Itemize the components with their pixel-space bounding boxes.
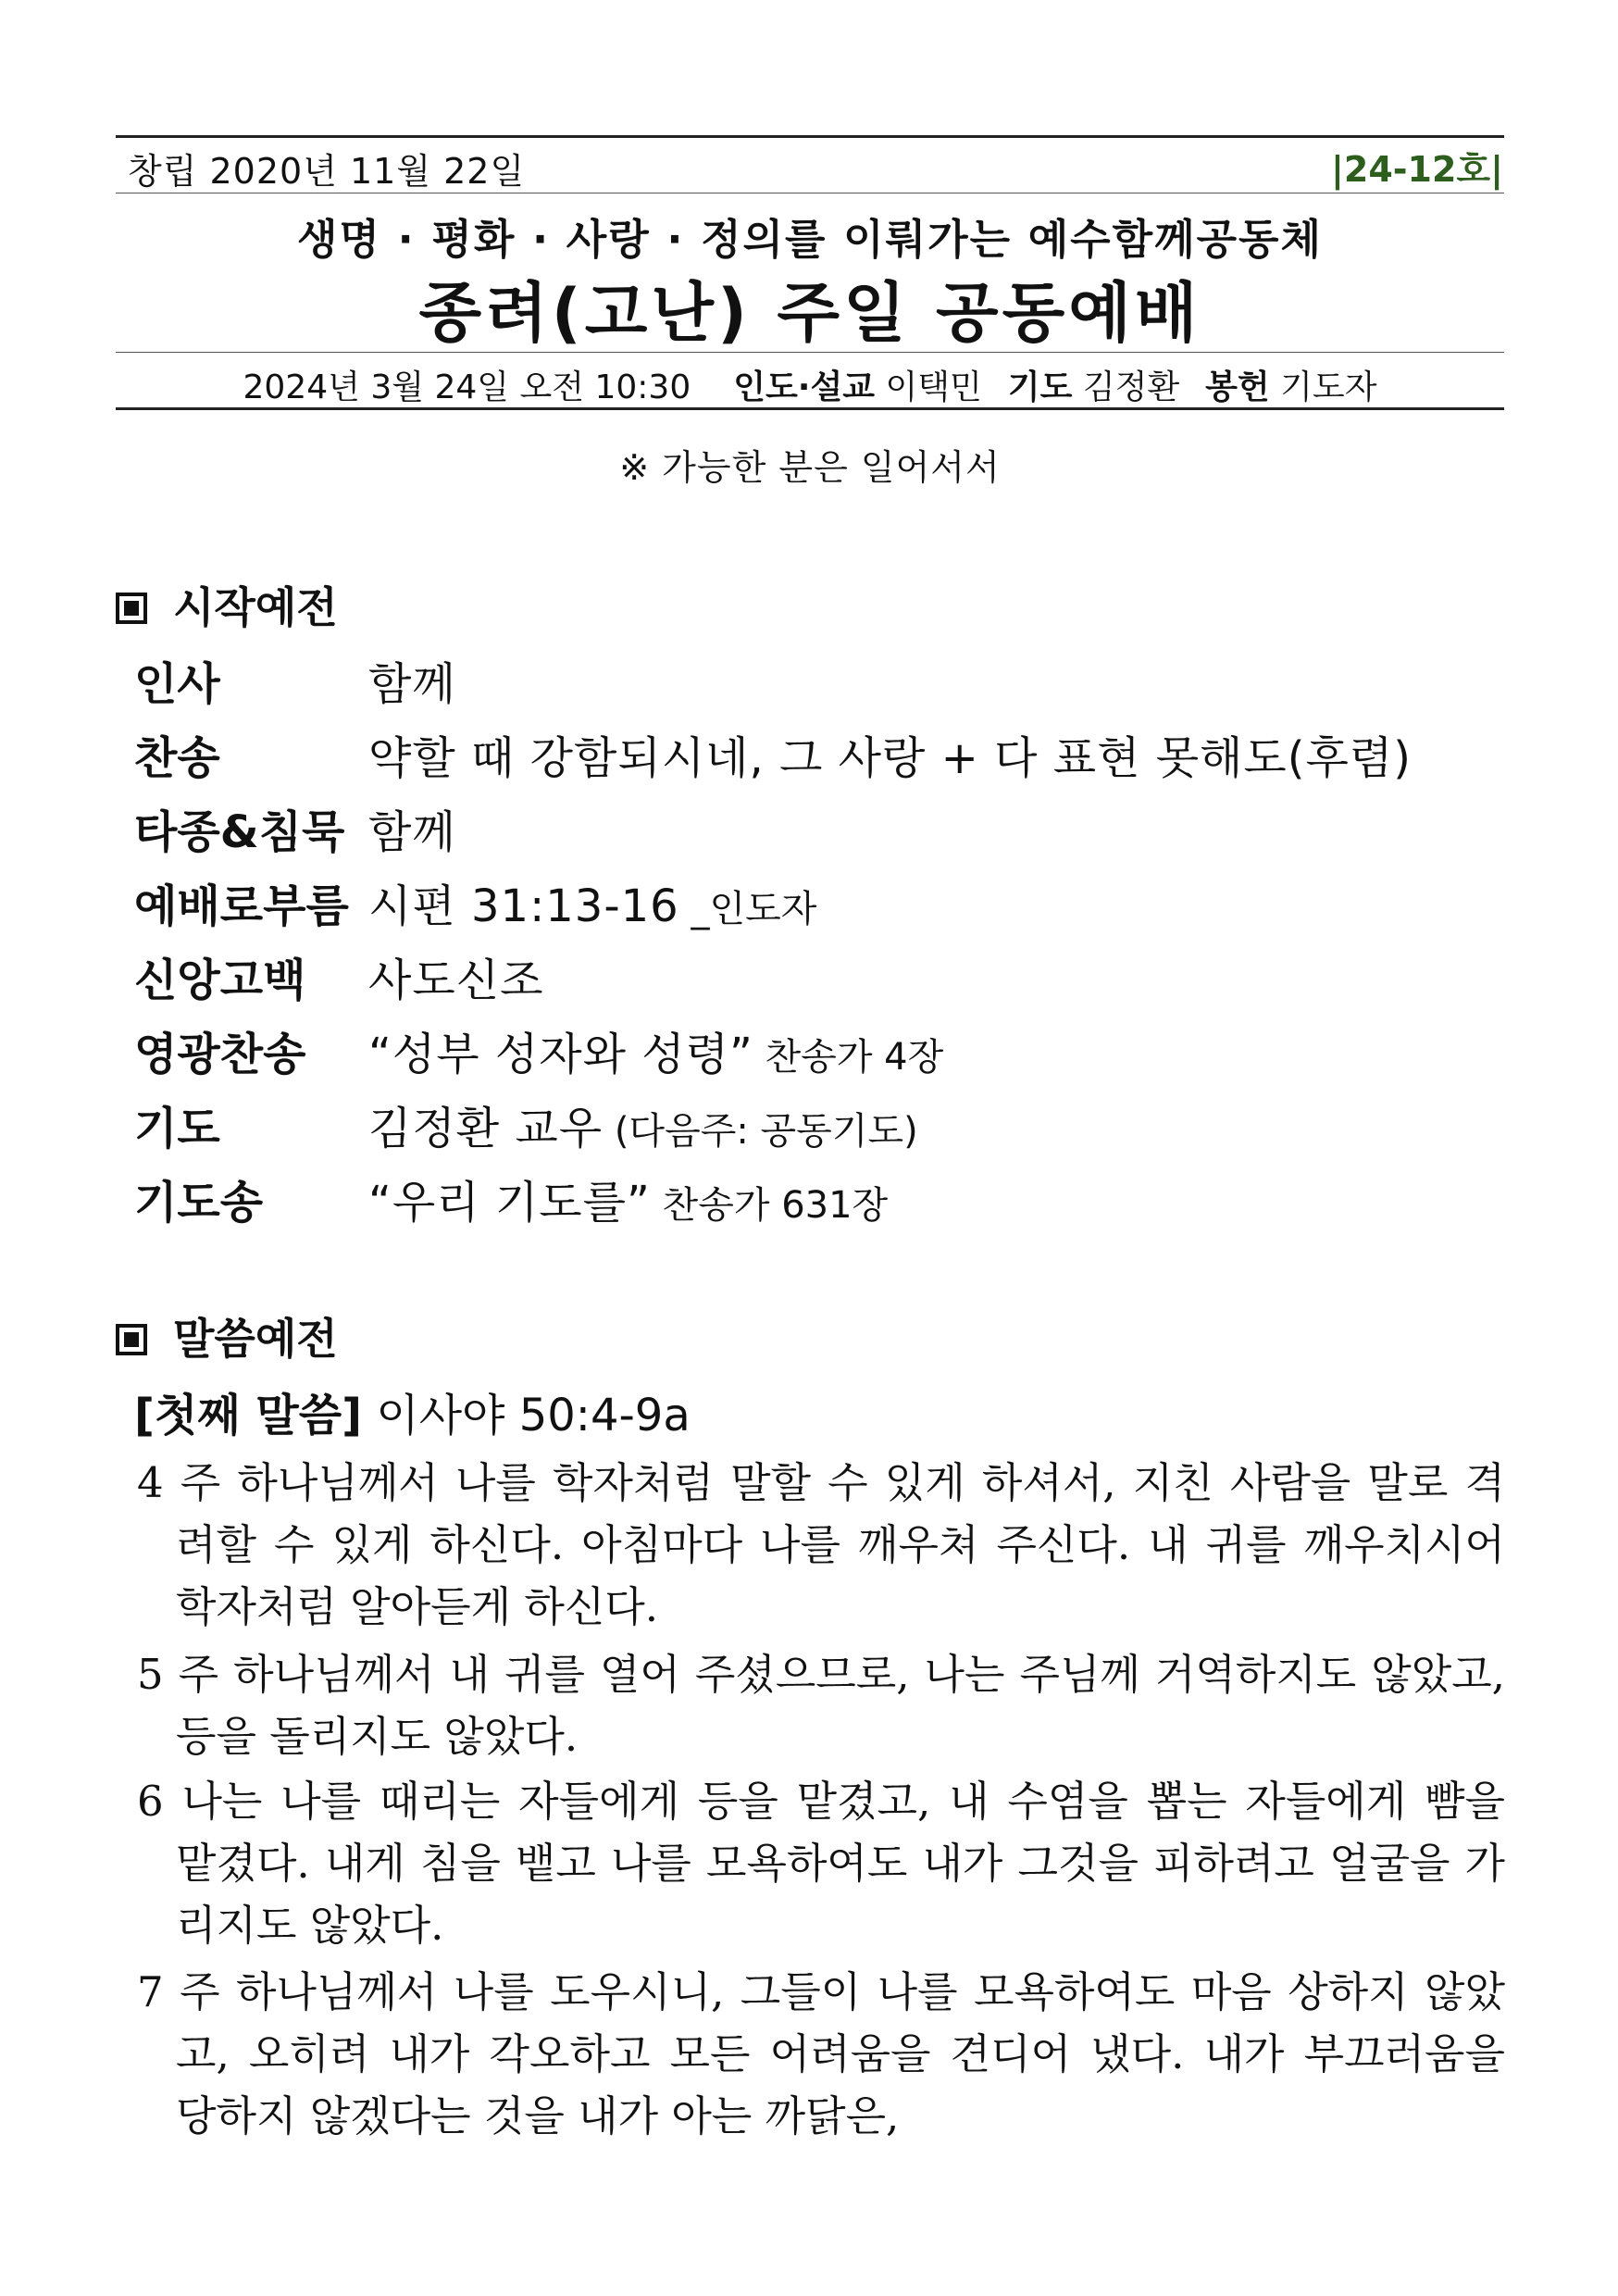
order-value bbox=[368, 1167, 888, 1230]
order-value-extra: 찬송가 631장 bbox=[650, 1184, 889, 1227]
order-value-main: “우리 기도를” bbox=[368, 1177, 651, 1229]
order-value-main: 약할 때 강함되시네, 그 사랑 + 다 표현 못해도(후렴) bbox=[368, 732, 1412, 784]
order-label: 인사 bbox=[134, 658, 220, 710]
order-value bbox=[368, 648, 456, 712]
order-label: 예배로부름 bbox=[134, 880, 349, 932]
scripture-verse bbox=[137, 1770, 1505, 1956]
order-value-main: “성부 성자와 성령” bbox=[368, 1029, 753, 1080]
verse-line: 리지도 않았다. bbox=[176, 1901, 444, 1950]
order-value bbox=[368, 1018, 943, 1082]
order-value-extra: (다음주: 공동기도) bbox=[603, 1110, 918, 1153]
order-value-extra: 찬송가 4장 bbox=[753, 1036, 944, 1079]
verse-line: 등을 돌리지도 않았다. bbox=[176, 1712, 579, 1761]
section-heading-word bbox=[116, 1305, 338, 1366]
order-label: 영광찬송 bbox=[134, 1029, 306, 1080]
header-mid-rule bbox=[116, 352, 1504, 353]
order-value bbox=[368, 944, 543, 1008]
order-value-main: 시편 31:13-16 bbox=[368, 880, 679, 932]
filled-square-icon bbox=[116, 593, 147, 624]
order-value-main: 김정환 교우 bbox=[368, 1103, 604, 1154]
scripture-verse bbox=[137, 1961, 1505, 2147]
reading-label: [첫째 말씀] bbox=[134, 1390, 363, 1441]
order-label: 신앙고백 bbox=[134, 955, 306, 1006]
verse-line: 7 주 하나님께서 나를 도우시니, 그들이 나를 모욕하여도 마음 상하지 않았 bbox=[137, 1967, 1505, 2016]
section-heading-opening bbox=[116, 574, 338, 635]
order-value bbox=[368, 1092, 918, 1156]
reading-heading bbox=[134, 1379, 691, 1443]
filled-square-icon bbox=[116, 1324, 147, 1355]
leader-name: 이택민 bbox=[885, 368, 982, 406]
verse-line: 5 주 하나님께서 내 귀를 열어 주셨으므로, 나는 주님께 거역하지도 않았고, bbox=[137, 1650, 1505, 1699]
reading-reference: 이사야 50:4-9a bbox=[376, 1390, 691, 1441]
verse-line: 학자처럼 알아듣게 하신다. bbox=[176, 1582, 659, 1631]
order-value bbox=[368, 722, 1412, 786]
service-title: 종려(고난) 주일 공동예배 bbox=[418, 275, 1201, 351]
founded-date: 창립 2020년 11월 22일 bbox=[128, 151, 526, 192]
verse-line: 맡겼다. 내게 침을 뱉고 나를 모욕하여도 내가 그것을 피하려고 얼굴을 가 bbox=[176, 1839, 1505, 1888]
prayer-label: 기도 bbox=[1007, 368, 1073, 406]
service-datetime: 2024년 3월 24일 오전 10:30 bbox=[243, 368, 691, 406]
scripture-verse bbox=[137, 1643, 1505, 1767]
prayer-name: 김정환 bbox=[1082, 368, 1180, 406]
verse-line: 당하지 않겠다는 것을 내가 아는 까닭은, bbox=[176, 2091, 900, 2140]
section-title: 말씀예전 bbox=[173, 1314, 338, 1364]
verse-line: 고, 오히려 내가 각오하고 모든 어려움을 견디어 냈다. 내가 부끄러움을 bbox=[176, 2029, 1505, 2078]
verse-line: 4 주 하나님께서 나를 학자처럼 말할 수 있게 하셔서, 지친 사람을 말로 격 bbox=[137, 1458, 1505, 1507]
order-value-extra: _인도자 bbox=[678, 888, 817, 930]
verse-line: 6 나는 나를 때리는 자들에게 등을 맡겼고, 내 수염을 뽑는 자들에게 뺨을 bbox=[137, 1777, 1505, 1826]
order-value-main: 함께 bbox=[368, 658, 456, 710]
order-value bbox=[368, 870, 816, 934]
offering-name: 기도자 bbox=[1280, 368, 1377, 406]
leader-label: 인도·설교 bbox=[733, 368, 876, 406]
header-top-rule bbox=[116, 135, 1504, 138]
scripture-verse bbox=[137, 1452, 1505, 1638]
standing-note: ※ 가능한 분은 일어서서 bbox=[619, 447, 1001, 488]
section-title: 시작예전 bbox=[173, 582, 338, 632]
service-info bbox=[116, 361, 1504, 408]
order-label: 기도 bbox=[134, 1103, 220, 1154]
order-label: 찬송 bbox=[134, 732, 220, 784]
order-label: 타종&침묵 bbox=[134, 806, 345, 858]
verse-line: 려할 수 있게 하신다. 아침마다 나를 깨우쳐 주신다. 내 귀를 깨우치시어 bbox=[176, 1520, 1505, 1569]
offering-label: 봉헌 bbox=[1205, 368, 1270, 406]
order-value bbox=[368, 796, 456, 860]
header-bottom-rule bbox=[116, 407, 1504, 410]
order-label: 기도송 bbox=[134, 1177, 264, 1229]
order-value-main: 함께 bbox=[368, 806, 456, 858]
issue-number: |24-12호| bbox=[1331, 149, 1503, 190]
church-motto: 생명 · 평화 · 사랑 · 정의를 이뤄가는 예수함께공동체 bbox=[296, 215, 1324, 264]
order-value-main: 사도신조 bbox=[368, 955, 544, 1006]
